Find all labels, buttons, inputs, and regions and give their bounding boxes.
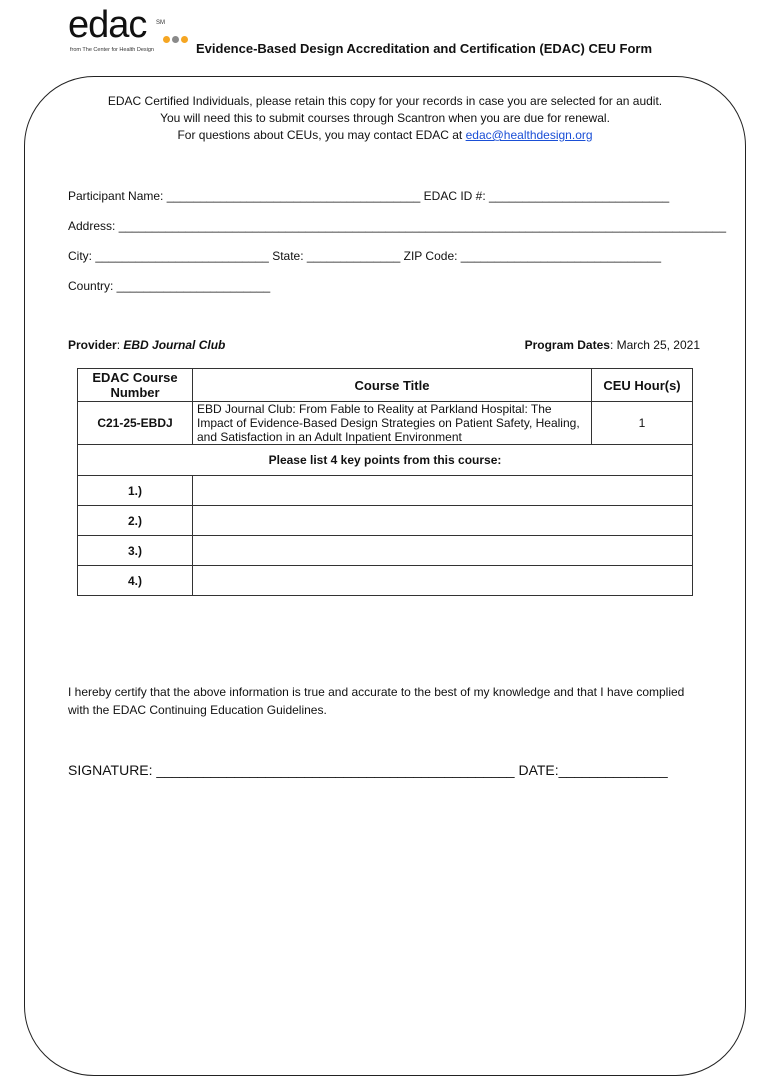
- table-row: [78, 402, 693, 445]
- key-point-label-2: 2.): [78, 506, 193, 536]
- provider-line: Provider: EBD Journal Club: [68, 338, 226, 352]
- form-title: Evidence-Based Design Accreditation and Certification (EDAC) CEU Form: [196, 41, 653, 56]
- program-dates-value: March 25, 2021: [616, 338, 700, 352]
- intro-line-3: [0, 127, 770, 144]
- key-point-row-2: [78, 506, 693, 536]
- key-points-prompt: Please list 4 key points from this course:: [78, 445, 693, 476]
- intro-text: [0, 93, 770, 144]
- program-dates-line: Program Dates: March 25, 2021: [524, 338, 700, 352]
- table-header-row: [78, 369, 693, 402]
- provider-label: Provider: [68, 338, 117, 352]
- participant-name-field[interactable]: Participant Name: ______________________________________ EDAC ID #: ___________________________: [68, 189, 670, 203]
- logo-dot-1: [163, 36, 170, 43]
- key-point-input-4[interactable]: [193, 566, 693, 596]
- ceu-hours-cell: 1: [592, 402, 693, 445]
- logo-service-mark: SM: [156, 20, 165, 26]
- logo-dot-3: [181, 36, 188, 43]
- course-number-cell: C21-25-EBDJ: [78, 402, 193, 445]
- logo-wordmark: edac: [68, 4, 147, 46]
- key-point-row-3: [78, 536, 693, 566]
- key-point-row-1: [78, 476, 693, 506]
- key-point-input-3[interactable]: [193, 536, 693, 566]
- certification-statement: I hereby certify that the above information is true and accurate to the best of my knowledge and that I have complied with the EDAC Continuing Education Guidelines.: [68, 685, 685, 717]
- program-dates-label: Program Dates: [524, 338, 610, 352]
- key-point-input-2[interactable]: [193, 506, 693, 536]
- contact-email-link[interactable]: edac@healthdesign.org: [465, 128, 593, 142]
- provider-value: EBD Journal Club: [123, 338, 226, 352]
- address-field[interactable]: Address: ___________________________________________________________________________________________: [68, 219, 727, 233]
- logo-dot-2: [172, 36, 179, 43]
- header-course-title: Course Title: [193, 369, 592, 402]
- intro-line-1: EDAC Certified Individuals, please retain this copy for your records in case you are selected for an audit.: [107, 94, 663, 108]
- edac-logo: [68, 4, 198, 56]
- country-field[interactable]: Country: _______________________: [68, 279, 271, 293]
- city-state-zip-field[interactable]: City: __________________________ State: ______________ ZIP Code: ______________________________: [68, 249, 661, 263]
- course-title-cell: EBD Journal Club: From Fable to Reality at Parkland Hospital: The Impact of Evidence-Based Design Strategies on Patient Safety, Healing, and Satisfaction in an Adult Inpatient Environment: [193, 402, 592, 445]
- intro-line-2: You will need this to submit courses through Scantron when you are due for renewal.: [160, 111, 610, 125]
- key-point-row-4: [78, 566, 693, 596]
- ceu-course-table: [77, 368, 693, 596]
- key-points-prompt-row: [78, 445, 693, 476]
- logo-tagline: from The Center for Health Design: [70, 47, 154, 53]
- header-course-number: EDAC Course Number: [78, 369, 193, 402]
- key-point-label-1: 1.): [78, 476, 193, 506]
- header-ceu-hours: CEU Hour(s): [592, 369, 693, 402]
- key-point-label-4: 4.): [78, 566, 193, 596]
- key-point-input-1[interactable]: [193, 476, 693, 506]
- key-point-label-3: 3.): [78, 536, 193, 566]
- intro-line-3-prefix: For questions about CEUs, you may contact EDAC at: [177, 128, 466, 142]
- signature-date-line[interactable]: SIGNATURE: ______________________________________________ DATE:______________: [68, 762, 668, 778]
